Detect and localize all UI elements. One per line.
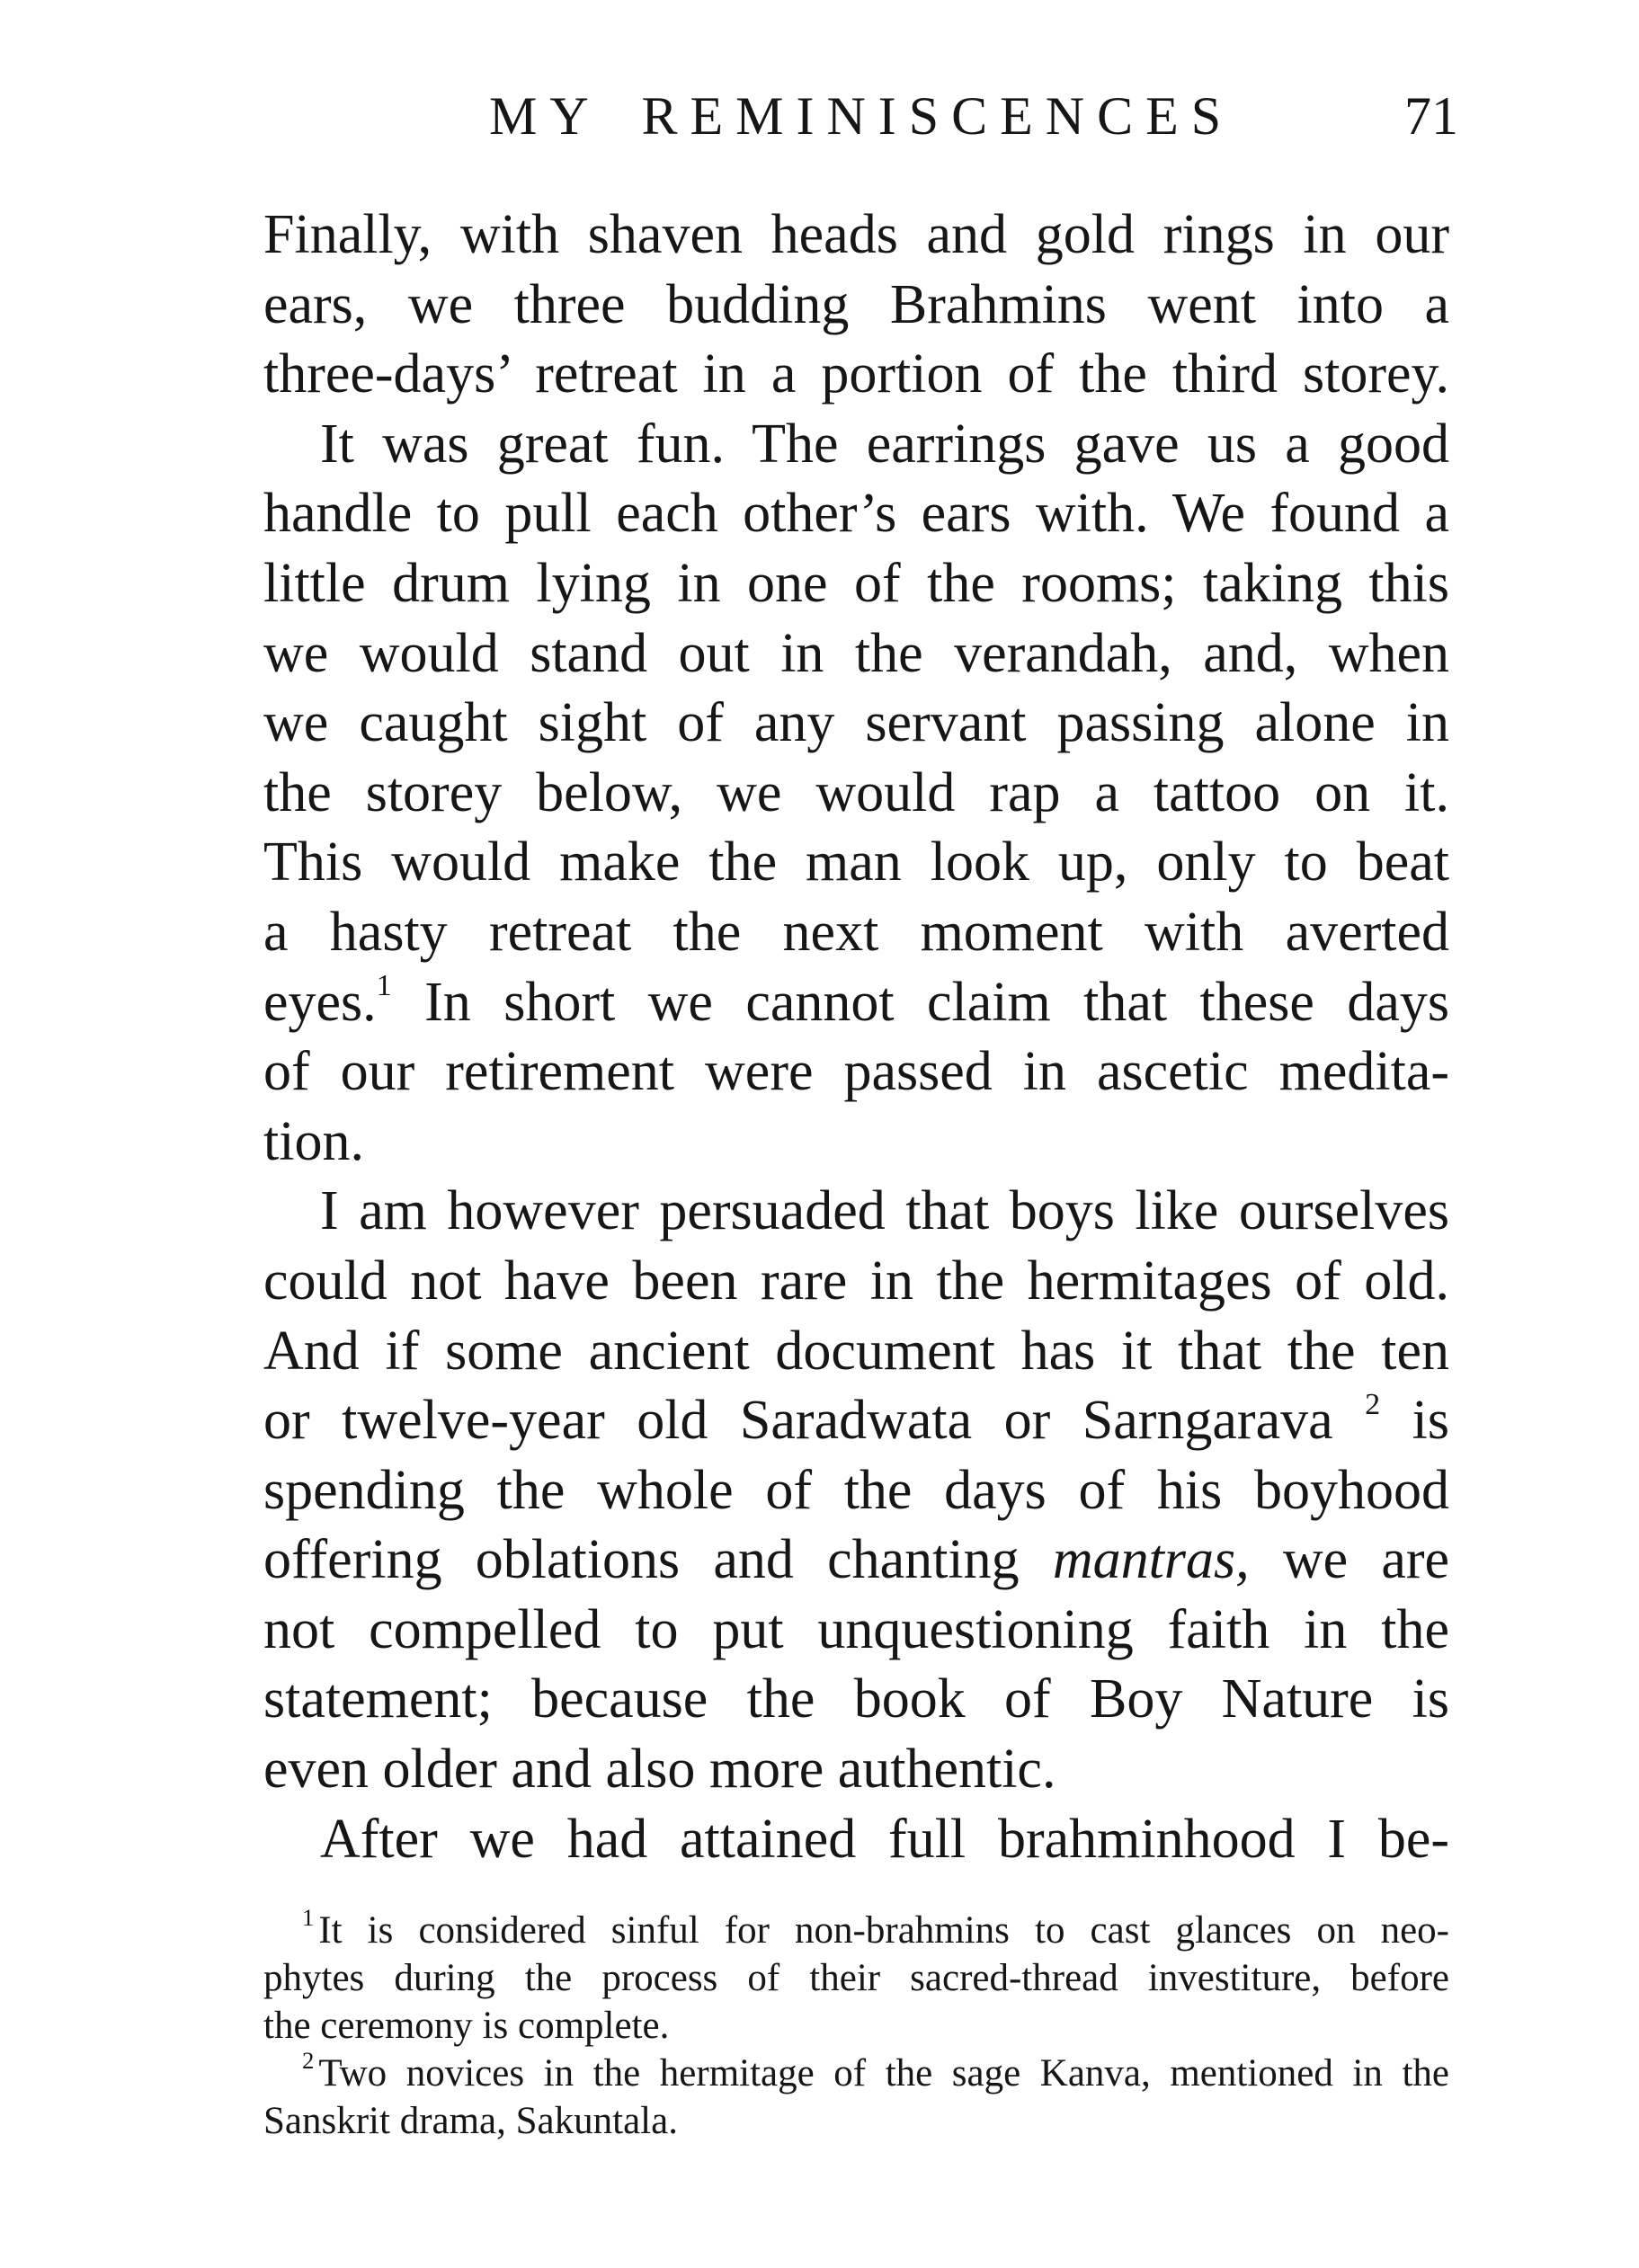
footnote-ref: 1 [376,969,392,1003]
line-text: is [1412,1390,1450,1452]
body-line: a hasty retreat the next moment with averted [263,901,1449,963]
paragraph [263,410,1449,1178]
footnote-line: phytes during the process of their sacred-thread investiture, before [263,1957,1449,1999]
footnote [263,2047,1449,2145]
body-line: tion. [263,1110,364,1172]
paragraph [263,200,1449,410]
page-number: 71 [1404,86,1458,146]
footnote-line [263,2047,1449,2097]
line-text: we are [1282,1529,1450,1591]
footnote-marker: 1 [302,1904,315,1932]
body-line: And if some ancient document has it that the ten [263,1320,1449,1382]
footnote-line [263,1904,1449,1954]
body-line: we caught sight of any servant passing alone in [263,692,1449,754]
body-line: This would make the man look up, only to beat [263,832,1449,894]
body-line: we would stand out in the verandah, and, when [263,622,1449,684]
footnote-ref: 2 [1365,1387,1381,1421]
body-line: even older and also more authentic. [263,1739,1056,1801]
body-line: of our retirement were passed in ascetic medita- [263,1041,1449,1103]
body-line: handle to pull each other’s ears with. We found a [263,483,1449,545]
body-line [263,968,1449,1038]
footnotes [263,1904,1449,2145]
emphasized-word: mantras, [1052,1529,1250,1591]
body-line: not compelled to put unquestioning faith in the [263,1598,1449,1660]
footnote [263,1904,1449,2050]
body-text [263,200,1449,1874]
line-text: eyes. [263,971,377,1033]
paragraph [263,1177,1449,1804]
body-line: ears, we three budding Brahmins went into a [263,273,1449,335]
body-line [263,1386,1449,1456]
line-text: Two novices in the hermitage of the sage Kanva, mentioned in the [318,2052,1449,2095]
body-line: It was great fun. The earrings gave us a good [320,413,1449,475]
line-text: offering oblations and chanting [263,1529,1020,1591]
body-line: statement; because the book of Boy Nature is [263,1668,1449,1730]
body-line: the storey below, we would rap a tattoo on it. [263,761,1449,823]
footnote-marker: 2 [302,2047,315,2075]
body-line [263,1525,1449,1596]
body-line: I am however persuaded that boys like ourselves [320,1180,1449,1242]
footnote-line: Sanskrit drama, Sakuntala. [263,2100,678,2142]
running-title: MY REMINISCENCES [489,86,1234,146]
footnote-line: the ceremony is complete. [263,2005,670,2047]
body-line: three-days’ retreat in a portion of the third storey. [263,343,1449,405]
body-line: spending the whole of the days of his boyhood [263,1459,1449,1521]
body-line: Finally, with shaven heads and gold rings in our [263,204,1449,265]
body-line: After we had attained full brahminhood I be- [320,1808,1449,1870]
line-text: In short we cannot claim that these days [424,971,1449,1033]
line-text: It is considered sinful for non-brahmins to cast glances on neo- [318,1909,1449,1952]
paragraph [263,1805,1449,1875]
body-line: could not have been rare in the hermitages of old. [263,1250,1449,1312]
line-text: or twelve-year old Saradwata or Sarngarava [263,1390,1333,1452]
body-line: little drum lying in one of the rooms; taking this [263,552,1449,614]
